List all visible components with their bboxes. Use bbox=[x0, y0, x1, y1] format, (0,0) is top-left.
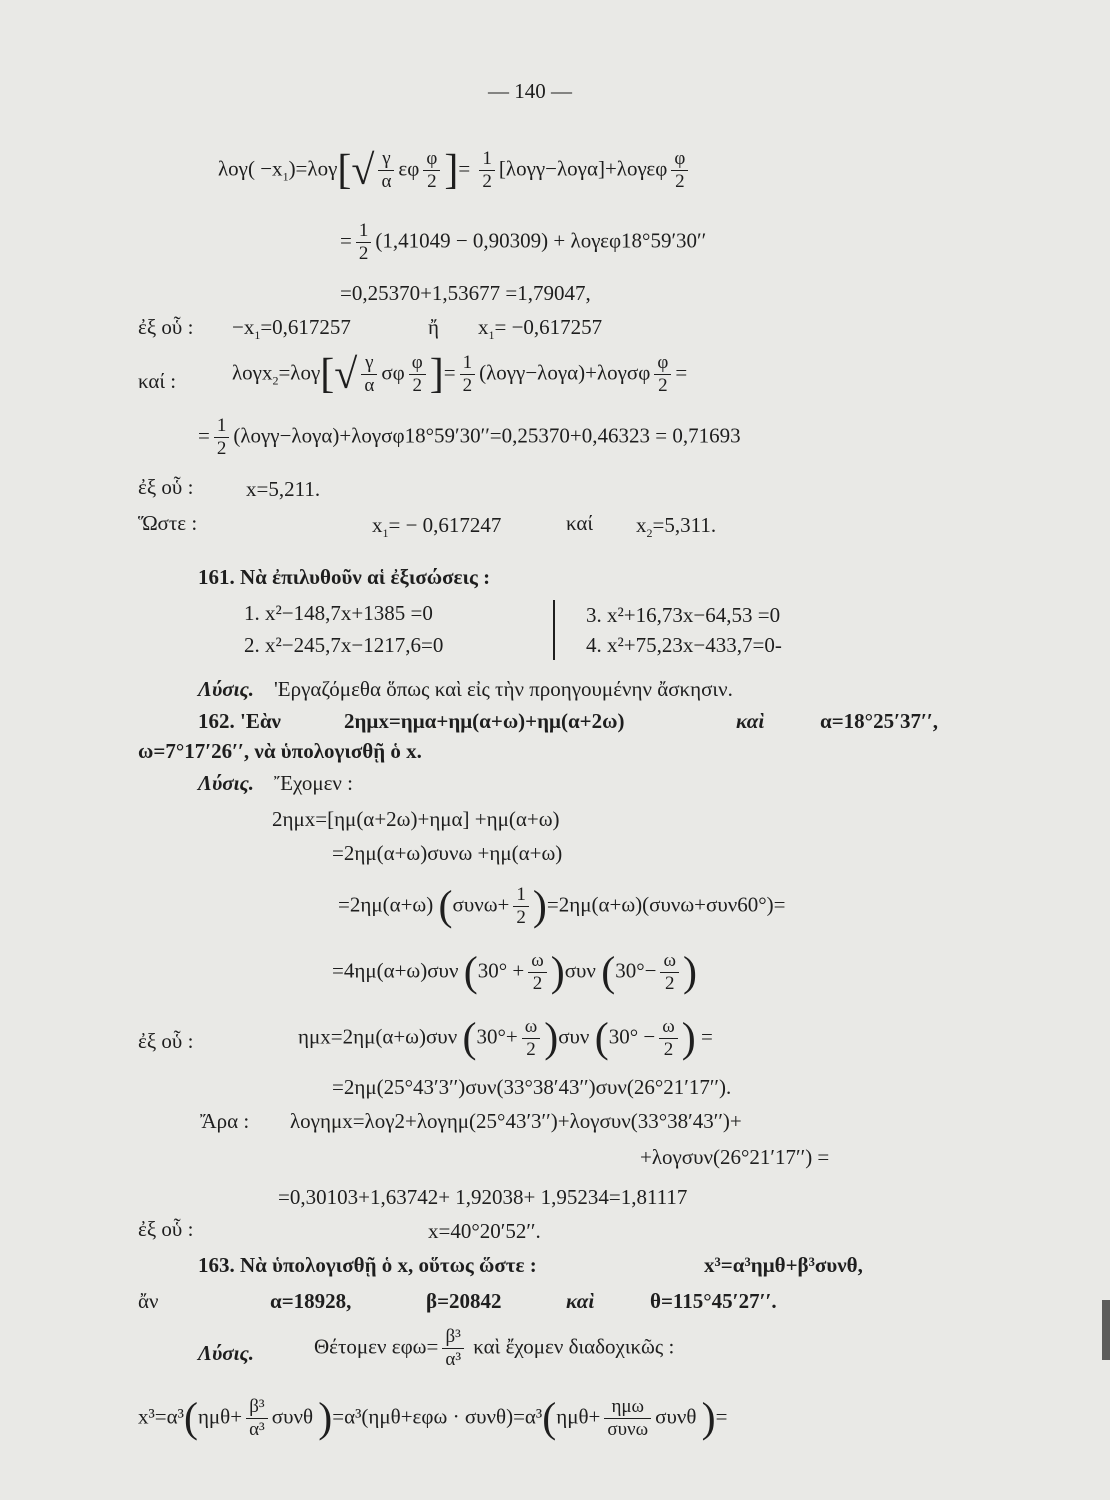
equation-line: x=40°20′52′′. bbox=[428, 1219, 541, 1243]
equation-line: =0,25370+1,53677 =1,79047, bbox=[340, 281, 591, 305]
equation-line: =0,30103+1,63742+ 1,92038+ 1,95234=1,81117 bbox=[278, 1185, 688, 1209]
problem-text: β=20842 bbox=[426, 1289, 502, 1313]
sqrt-symbol: √ bbox=[334, 351, 358, 398]
equation-line: $x_1= -0,617257$ bbox=[478, 315, 603, 343]
problem-heading: 161. Νὰ ἐπιλυθοῦν αἱ ἐξισώσεις : bbox=[198, 565, 491, 589]
label: καί : bbox=[138, 369, 177, 393]
solution-label: Λύσις. bbox=[198, 771, 255, 795]
equation-line: = $\frac{1}{2}$ (λογγ−λογα)+λογσφ18°59′30′′=0,25370+0,46323 = 0,71693 bbox=[198, 415, 741, 459]
problem-text: α=18°25′37′′, bbox=[820, 709, 939, 733]
problem-text: α=18928, bbox=[270, 1289, 352, 1313]
equation-item: 4. x²+75,23x−433,7=0- bbox=[586, 633, 782, 657]
problem-heading: 162. 'Εὰν bbox=[198, 709, 281, 733]
page-edge-mark bbox=[1102, 1300, 1110, 1360]
equation-line: λογx$_2$=λογ[√ $\frac{\gamma}{\alpha}$ σφ $\frac{\varphi}{2}$ ]= $\frac{1}{2}$ (λογγ−λογα)+λογσφ $\frac{\varphi}{2}$ = bbox=[232, 351, 688, 398]
label: ἐξ οὗ : bbox=[138, 315, 194, 339]
label: ἐξ οὗ : bbox=[138, 1029, 194, 1053]
solution-text: Ἔχομεν : bbox=[274, 771, 354, 795]
equation-line: =2ημ(α+ω)συνω +ημ(α+ω) bbox=[332, 841, 563, 865]
label: ἐξ οὗ : bbox=[138, 1217, 194, 1241]
problem-text: καὶ bbox=[736, 709, 765, 733]
label: ἤ bbox=[428, 315, 439, 339]
problem-text: 2ημx=ημα+ημ(α+ω)+ημ(α+2ω) bbox=[344, 709, 625, 733]
equation-line: $-x_1=0,617257$ bbox=[232, 315, 351, 343]
equation-line: x³=α³(ημθ+ $\frac{\text{β³}}{\text{α³}}$ συνθ )=α³(ημθ+εφω · συνθ)=α³(ημθ+ $\frac{\text{ημω}}{\text{συνω}}$ συνθ )= bbox=[138, 1395, 728, 1442]
problem-text: ἄν bbox=[138, 1289, 159, 1313]
problem-text: θ=115°45′27′′. bbox=[650, 1289, 777, 1313]
label: Ὥστε : bbox=[138, 511, 198, 535]
problem-text: x³=α³ημθ+β³συνθ, bbox=[704, 1253, 863, 1277]
problem-heading: 163. Νὰ ὑπολογισθῇ ὁ x, οὕτως ὥστε : bbox=[198, 1253, 537, 1277]
equation-line: = $\frac{1}{2}$ (1,41049 − 0,90309) + λογεφ18°59′30′′ bbox=[340, 220, 707, 264]
equation-line: λογημx=λογ2+λογημ(25°43′3′′)+λογσυν(33°38′43′′)+ bbox=[290, 1109, 742, 1133]
equation-line: 2ημx=[ημ(α+2ω)+ημα] +ημ(α+ω) bbox=[272, 807, 560, 831]
equation-line: $x_1= - 0,617247$ bbox=[372, 513, 502, 541]
solution-label: Λύσις. bbox=[198, 1341, 255, 1365]
equation-item: 2. x²−245,7x−1217,6=0 bbox=[244, 633, 444, 657]
equation-line: +λογσυν(26°21′17′′) = bbox=[640, 1145, 830, 1169]
equation-line: =2ημ(α+ω) (συνω+ $\frac{1}{2}$ )=2ημ(α+ω)(συνω+συν60°)= bbox=[338, 883, 786, 930]
solution-text: 'Εργαζόμεθα ὅπως καὶ εἰς τὴν προηγουμένην ἄσκησιν. bbox=[274, 677, 733, 701]
equation-line: $x_2=5,311$. bbox=[636, 513, 717, 541]
equation-line: x=5,211. bbox=[246, 477, 321, 501]
problem-text: ω=7°17′26′′, νὰ ὑπολογισθῇ ὁ x. bbox=[138, 739, 422, 763]
solution-label: Λύσις. bbox=[198, 677, 255, 701]
solution-text: Θέτομεν εφω= $\frac{\text{β³}}{\text{α³}}$ καὶ ἔχομεν διαδοχικῶς : bbox=[314, 1326, 675, 1370]
equation-line: =4ημ(α+ω)συν (30° + $\frac{\omega}{2}$ )συν (30°− $\frac{\omega}{2}$ ) bbox=[332, 949, 697, 996]
column-divider bbox=[553, 600, 555, 660]
equation-item: 3. x²+16,73x−64,53 =0 bbox=[586, 603, 781, 627]
label: καί bbox=[566, 511, 594, 535]
sqrt-symbol: √ bbox=[351, 147, 375, 194]
equation-item: 1. x²−148,7x+1385 =0 bbox=[244, 601, 433, 625]
page-number: — 140 — bbox=[488, 79, 572, 103]
equation-line: $\lambda o\gamma( -x_1)=\lambda o\gamma[√$ $\frac{\gamma}{\alpha}$ εφ $\frac{\varphi}{2}$ ]= $\frac{1}{2}$ [λογγ−λογα]+λογεφ $\frac{\varphi}{2}$ bbox=[218, 148, 692, 193]
label: Ἄρα : bbox=[200, 1109, 250, 1133]
equation-line: ημx=2ημ(α+ω)συν (30°+ $\frac{\omega}{2}$ )συν (30° − $\frac{\omega}{2}$ ) = bbox=[298, 1015, 713, 1062]
label: ἐξ οὗ : bbox=[138, 475, 194, 499]
equation-line: =2ημ(25°43′3′′)συν(33°38′43′′)συν(26°21′17′′). bbox=[332, 1075, 732, 1099]
problem-text: καὶ bbox=[566, 1289, 595, 1313]
